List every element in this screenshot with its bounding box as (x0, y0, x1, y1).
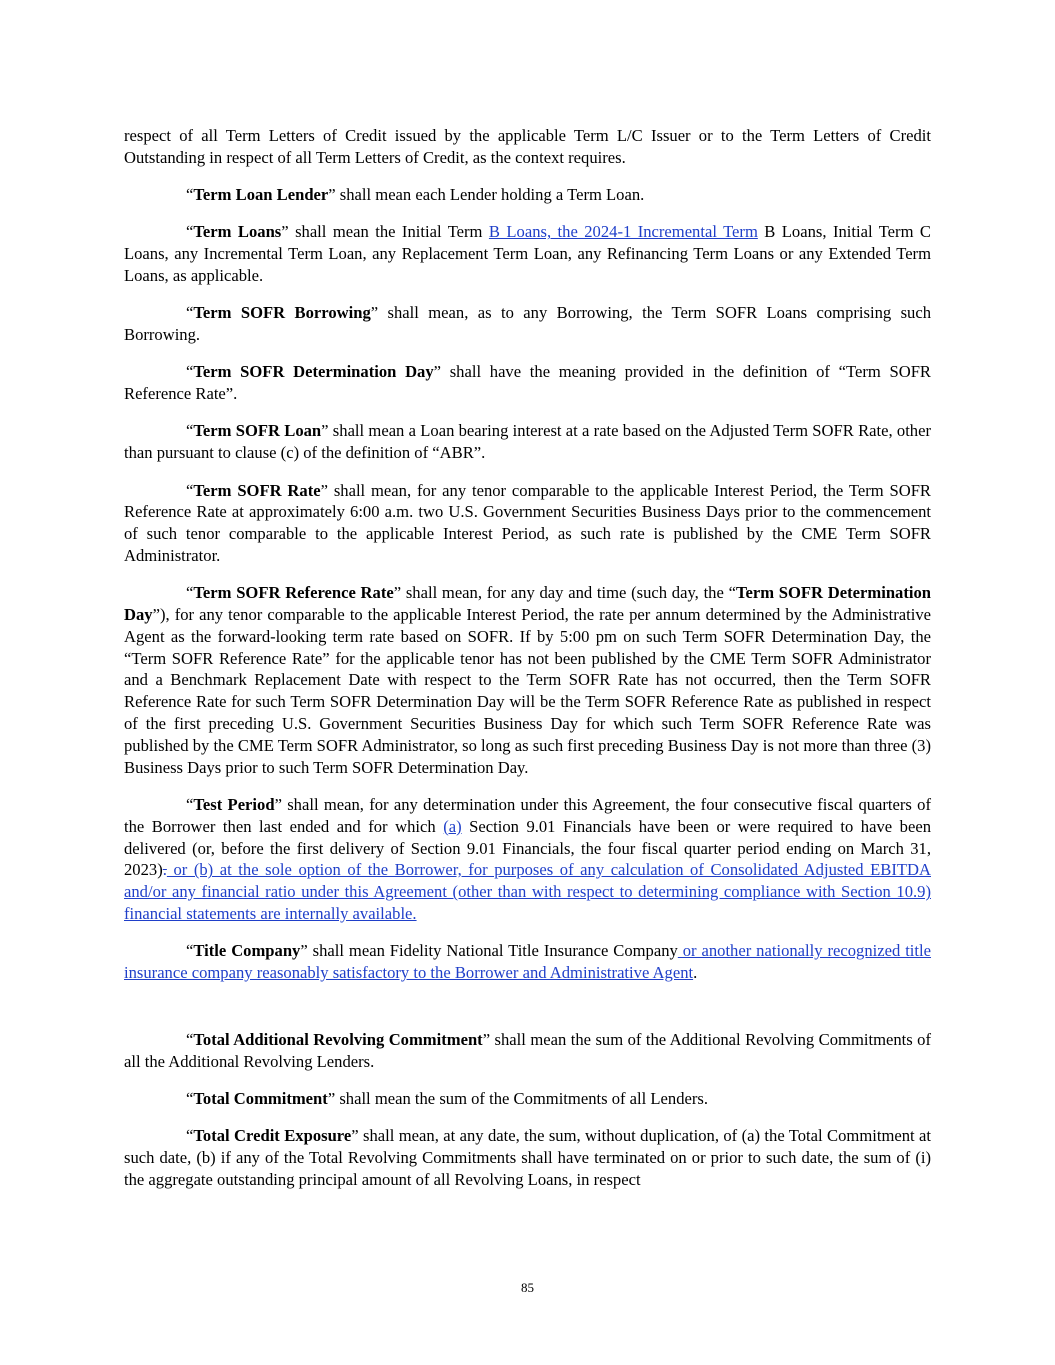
document-page (124, 125, 931, 1206)
definition-text: ” shall mean each Lender holding a Term Loan. (328, 185, 645, 205)
defined-term: Term Loans (193, 222, 282, 242)
definition-text: ” shall have the meaning provided in the definition of “Term SOFR Reference Rate”. (124, 362, 931, 404)
definition-term-loan-lender (124, 184, 931, 206)
definition-term-sofr-determination-day (124, 361, 931, 405)
inserted-text: or another nationally recognized title insurance company reasonably satisfactory to the Borrower and Administrative Agent (124, 941, 932, 982)
definition-text: ” shall mean, for any day and time (such day, the “ (393, 583, 736, 603)
definition-text: ” shall mean the sum of the Commitments of all Lenders. (327, 1088, 709, 1108)
defined-term: Test Period (193, 794, 275, 814)
open-quote: “ (186, 421, 194, 441)
definition-text: ” shall mean, for any tenor comparable to the applicable Interest Period, the Term SOFR Reference Rate at approximately 6:00 a.m. two U.S. Government Securities Business Days prior to the commencement of such tenor comparable to the applicable Interest Period, as such rate is published by the CME Term SOFR Administrator. (124, 480, 931, 565)
definition-text: ” shall mean a Loan bearing interest at a rate based on the Adjusted Term SOFR Rate, other than pursuant to clause (c) of the definition of “ABR”. (124, 421, 931, 463)
definition-test-period (124, 794, 931, 925)
definition-total-additional-revolving-commitment (124, 1029, 931, 1073)
definition-text: ” shall mean the Initial Term (281, 222, 489, 242)
definition-text: ” shall mean, at any date, the sum, without duplication, of (a) the Total Commitment at such date, (b) if any of the Total Revolving Commitments shall have terminated on or prior to such date, the sum of (i) the aggregate outstanding principal amount of all Revolving Loans, in respect (124, 1126, 932, 1189)
open-quote: “ (186, 1126, 194, 1146)
inserted-text: B Loans, the 2024-1 Incremental Term (488, 222, 758, 242)
open-quote: “ (186, 794, 194, 814)
definition-term-sofr-borrowing (124, 302, 931, 346)
defined-term: Term SOFR Determination Day (124, 583, 932, 625)
definition-text: B Loans, Initial Term C Loans, any Incremental Term Loan, any Replacement Term Loan, any Refinancing Term Loans or any Extended Term Loans, as applicable. (124, 222, 931, 285)
inserted-text: (a) (443, 816, 462, 836)
defined-term: Total Commitment (193, 1088, 328, 1108)
definition-text: ”), for any tenor comparable to the applicable Interest Period, the rate per annum determined by the Administrative Agent as the forward-looking term rate based on SOFR. If by 5:00 pm on such Term SOFR Determination Day, the “Term SOFR Reference Rate” for the applicable tenor has not been published by the CME Term SOFR Administrator and a Benchmark Replacement Date with respect to the Term SOFR Rate has not occurred, then the Term SOFR Reference Rate for such Term SOFR Determination Day will be the Term SOFR Reference Rate as published in respect of the first preceding U.S. Government Securities Business Day for which such Term SOFR Reference Rate was published by the CME Term SOFR Administrator, so long as such first preceding Business Day is not more than three (3) Business Days prior to such Term SOFR Determination Day. (124, 605, 931, 777)
paragraph-continuation (124, 125, 931, 169)
definition-text: ” shall mean, as to any Borrowing, the Term SOFR Loans comprising such Borrowing. (124, 303, 931, 345)
defined-term: Term SOFR Determination Day (193, 362, 434, 382)
defined-term: Term SOFR Rate (193, 480, 321, 500)
definition-title-company (124, 940, 931, 984)
defined-term: Term Loan Lender (193, 185, 329, 205)
definition-term-sofr-loan (124, 420, 931, 464)
open-quote: “ (186, 362, 194, 382)
definition-text: Section 9.01 Financials have been or were required to have been delivered (or, before the first delivery of Section 9.01 Financials, the four fiscal quarter period ending on March 31, 2023) (124, 816, 931, 880)
definition-text: . (693, 963, 698, 982)
open-quote: “ (186, 583, 194, 603)
defined-term: Total Additional Revolving Commitment (193, 1029, 483, 1049)
definition-total-credit-exposure (124, 1125, 931, 1190)
defined-term: Term SOFR Borrowing (193, 303, 371, 323)
inserted-text: or (b) at the sole option of the Borrower, for purposes of any calculation of Consolidated Adjusted EBITDA and/or any financial ratio under this Agreement (other than with respect to determining compliance with Section 10.9) financial statements are internally available. (124, 860, 931, 923)
open-quote: “ (186, 185, 194, 205)
open-quote: “ (186, 941, 194, 961)
deleted-text: . (162, 860, 167, 880)
open-quote: “ (186, 222, 194, 242)
definition-total-commitment (124, 1088, 931, 1110)
open-quote: “ (186, 1029, 194, 1049)
defined-term: Title Company (193, 941, 301, 961)
open-quote: “ (186, 1088, 194, 1108)
open-quote: “ (186, 480, 194, 500)
definition-text: ” shall mean, for any determination under this Agreement, the four consecutive fiscal quarters of the Borrower then last ended and for which (124, 794, 931, 836)
definition-text: ” shall mean Fidelity National Title Insurance Company (300, 941, 678, 961)
definition-term-sofr-rate (124, 480, 931, 567)
paragraph-text: respect of all Term Letters of Credit issued by the applicable Term L/C Issuer or to the Term Letters of Credit Outstanding in respect of all Term Letters of Credit, as the context requires. (124, 126, 931, 167)
definition-term-sofr-reference-rate (124, 582, 931, 778)
definition-term-loans (124, 221, 931, 286)
defined-term: Term SOFR Loan (193, 421, 322, 441)
definition-text: ” shall mean the sum of the Additional Revolving Commitments of all the Additional Revolving Lenders. (124, 1029, 931, 1071)
page-number: 85 (521, 1280, 534, 1295)
defined-term: Term SOFR Reference Rate (193, 583, 394, 603)
open-quote: “ (186, 303, 194, 323)
defined-term: Total Credit Exposure (193, 1126, 352, 1146)
